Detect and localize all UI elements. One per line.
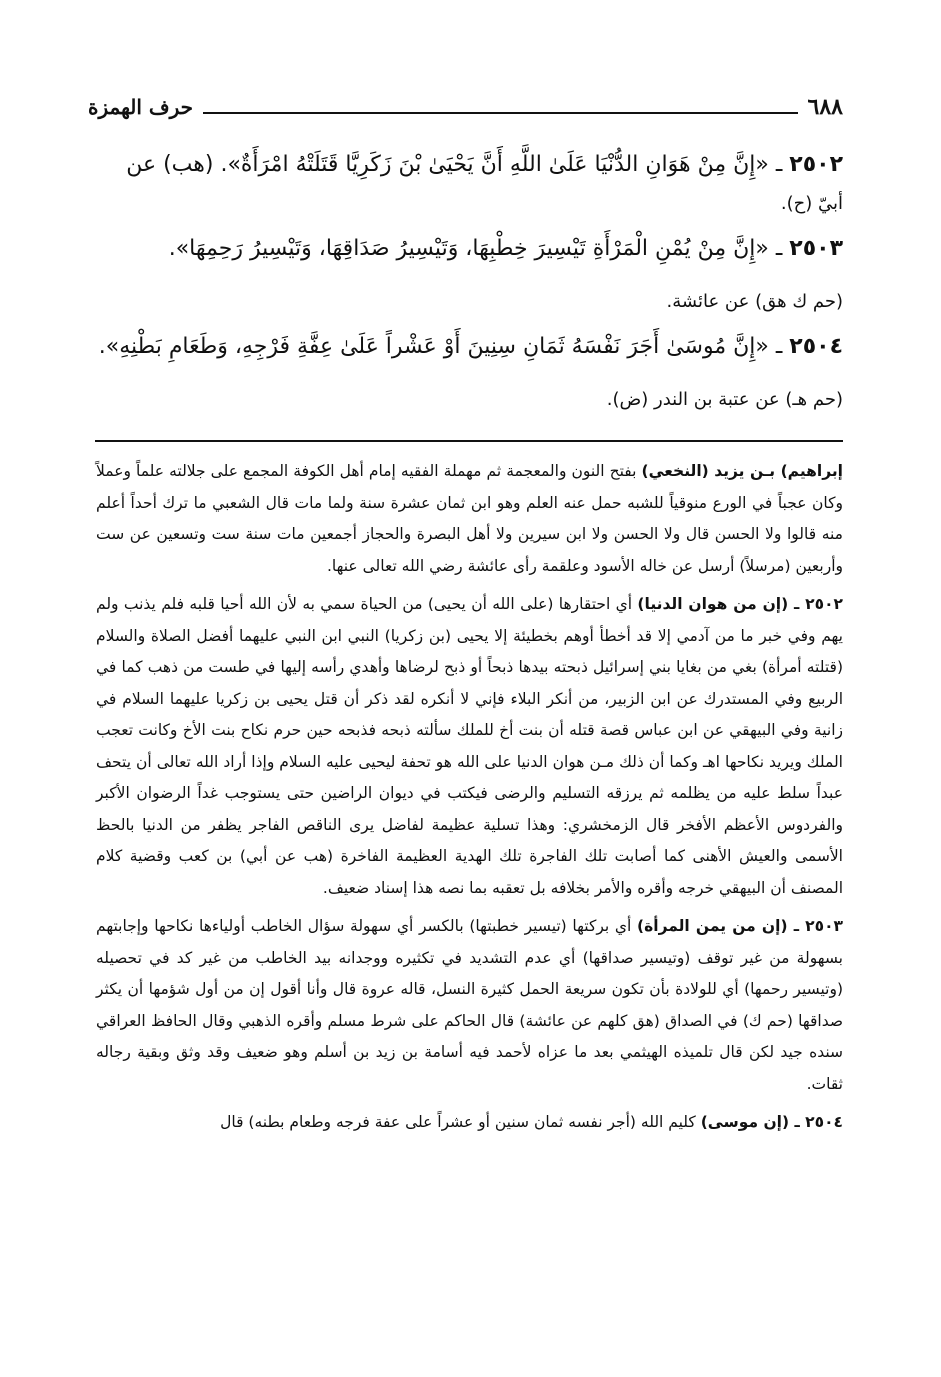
commentary-body: أي احتقارها (على الله أن يحيى) من الحياة سمي به لأن الله أحيا قلبه فلم يذنب ولم يهم وفي خبر ما من آدمي إلا قد أخطأ أوهم بخطيئة إلا يحيى (بن زكريا) النبي ابن النبي عليهما أفضل الصلاة والسلام (قتلته أمرأة) بغي من بغايا بني إسرائيل ذبحته بيدها ذبحاً أو ذبح لرضاها وأهدي رأسه إليها في طست من ذهب كما في الربيع وفي المستدرك عن ابن الزبير، من أنكر البلاء فإني لا أنكره لقد ذكر أن قتل يحيى بن زكريا عليهما السلام في زانية وفي البيهقي عن ابن عباس قصة قتله أن بنت أخ للملك سألته ذبحه فذبحه حين حرم نكاح بنت الأخ وكانت تعجب الملك ويريد نكاحها اهـ وكما أن ذلك مـن هوان الدنيا على الله هو تحفة ليحيى عليه السلام وإذا أراد الله تعالى أن يتحف عبداً سلط عليه من يظلمه ثم يرزقه التسليم والرضى فيكتب في ديوان الراضين حتى يستوجب غداً الرضوان الأكبر والفردوس الأعظم الأفخر قال الزمخشري: وهذا تسلية عظيمة لفاضل يرى الناقص الفاجر يظفر من الدنيا بالحظ الأسمى والعيش الأهنى كما أصابت تلك الفاجرة تلك الهدية العظيمة الفاخرة (هب عن أبي) بن كعب وقضية كلام المصنف أن البيهقي خرجه وأقره والأمر بخلافه بل تعقبه بما نصه هذا إسناد ضعيف.: [96, 595, 843, 897]
footnote-separator: [95, 440, 843, 442]
commentary-body: بفتح النون والمعجمة ثم مهملة الفقيه إمام أهل الكوفة المجمع على جلالته علماً وعملاً وكان عجباً في الورع منوقياً للشبه حمل عنه العلم وهو ابن ثمان عشرة سنة ولما مات قال الشعبي ما ترك أحداً أعلم منه قالوا ولا الحسن قال ولا الحسن ولا ابن سيرين ولا أهل البصرة والحجاز أجمعين مات سنة ست وتسعين عن ست وأربعين (مرسلاً) أرسل عن خاله الأسود وعلقمة رأى عائشة رضي الله تعالى عنها.: [96, 462, 843, 575]
hadith-source: (حم هـ) عن عتبة بن الندر (ض).: [606, 389, 843, 410]
hadith-text: ٢٥٠٢ ـ «إِنَّ مِنْ هَوَانِ الدُّنْيَا عَلَىٰ اللَّهِ أَنَّ يَحْيَىٰ بْنَ زَكَرِيَّا قَتَلَتْهُ امْرَأَةٌ». (هب) عن: [126, 152, 843, 177]
hadith-number: ٢٥٠٤: [789, 334, 843, 359]
hadith-number: ٢٥٠٢: [789, 152, 843, 177]
commentary-lead: ٢٥٠٤ ـ (إن موسى): [700, 1113, 843, 1131]
hadith-body: «إِنَّ مِنْ يُمْنِ الْمَرْأَةِ تَيْسِيرَ خِطْبِهَا، وَتَيْسِيرُ صَدَاقِهَا، وَتَيْسِيرُ رَحِمِهَا».: [168, 236, 769, 261]
commentary-paragraph: [96, 911, 843, 1100]
hadith-2504: [98, 330, 843, 414]
hadith-body: «إِنَّ مِنْ هَوَانِ الدُّنْيَا عَلَىٰ اللَّهِ أَنَّ يَحْيَىٰ بْنَ زَكَرِيَّا قَتَلَتْهُ امْرَأَةٌ». (هب) عن: [126, 152, 769, 177]
page-number: ٦٨٨: [807, 94, 843, 120]
commentary-paragraph: [96, 1107, 843, 1139]
hadith-body: «إِنَّ مُوسَىٰ أَجَرَ نَفْسَهُ ثَمَانِ سِنِينَ أَوْ عَشْراً عَلَىٰ عِفَّةِ فَرْجِهِ، وَطَعَامِ بَطْنِهِ».: [98, 334, 769, 359]
commentary-body: أي بركتها (تيسير خطبتها) بالكسر أي سهولة سؤال الخاطب أولياءها نكاحها وإجابتهم بسهولة من غير توقف (وتيسير صداقها) أي عدم التشديد في تكثيره ووجدانه بيد الخاطب من غير كد في تحصيله (وتيسير رحمها) أي للولادة بأن تكون سريعة الحمل كثيرة النسل، قاله عروة قال وأنا أقول إن من أول شؤمها أن يكثر صداقها (حم ك) في الصداق (هق كلهم عن عائشة) قال الحاكم على شرط مسلم وأقره الذهبي وقال الحافظ العراقي سنده جيد لكن قال تلميذه الهيثمي بعد ما عزاه لأحمد فيه أسامة بن زيد بن أسلم وهو ضعيف وقد وثق وبقية رجاله ثقات.: [96, 917, 843, 1093]
page-header: [88, 88, 843, 118]
header-rule: [203, 112, 798, 114]
hadith-block: [98, 148, 843, 428]
hadith-text: ٢٥٠٤ ـ «إِنَّ مُوسَىٰ أَجَرَ نَفْسَهُ ثَمَانِ سِنِينَ أَوْ عَشْراً عَلَىٰ عِفَّةِ فَرْجِهِ، وَطَعَامِ بَطْنِهِ».: [98, 334, 843, 359]
commentary-lead: ٢٥٠٣ ـ (إن من يمن المرأة): [637, 917, 844, 935]
hadith-source: أبيّ (ح).: [780, 193, 843, 214]
hadith-source: (حم ك هق) عن عائشة.: [666, 291, 843, 312]
hadith-number: ٢٥٠٣: [789, 236, 843, 261]
commentary-paragraph: [96, 589, 843, 904]
commentary-lead: إبراهيم) بـن يزيد (النخعي): [641, 462, 843, 480]
hadith-2503: [98, 232, 843, 316]
hadith-2502: [98, 148, 843, 218]
commentary: [96, 456, 843, 1146]
hadith-text: ٢٥٠٣ ـ «إِنَّ مِنْ يُمْنِ الْمَرْأَةِ تَيْسِيرَ خِطْبِهَا، وَتَيْسِيرُ صَدَاقِهَا، وَتَيْسِيرُ رَحِمِهَا».: [168, 236, 843, 261]
commentary-paragraph: [96, 456, 843, 582]
commentary-lead: ٢٥٠٢ ـ (إن من هوان الدنيا): [637, 595, 843, 613]
section-title: حرف الهمزة: [88, 95, 194, 119]
commentary-body: كليم الله (أجر نفسه ثمان سنين أو عشراً على عفة فرجه وطعام بطنه) قال: [220, 1113, 701, 1131]
